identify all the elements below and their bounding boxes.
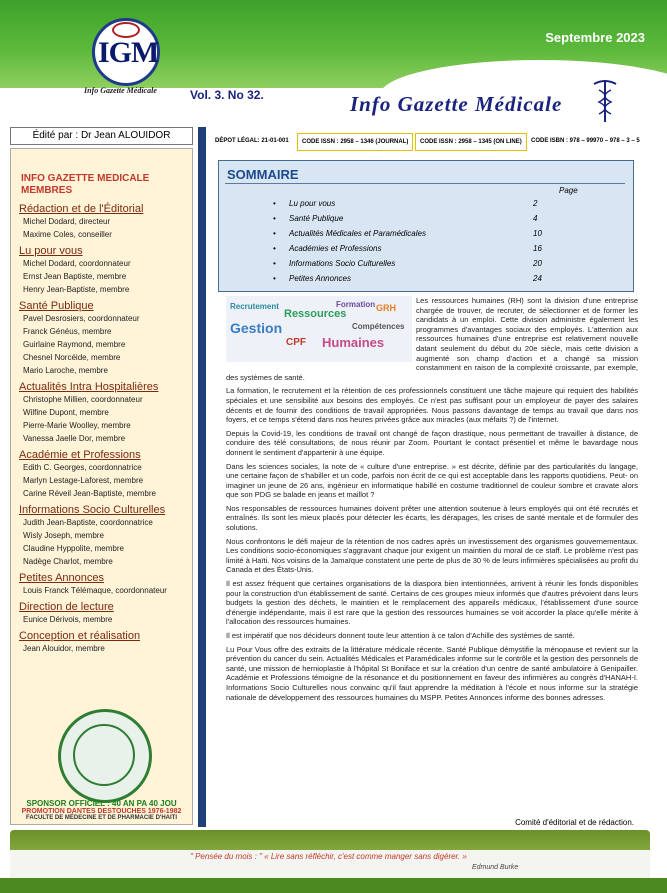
volume-number: Vol. 3. No 32. (190, 88, 264, 102)
member-entry: Judith Jean-Baptiste, coordonnatrice (23, 518, 153, 527)
sponsor-block (11, 799, 192, 821)
article-paragraph: Nous confrontons le défi majeur de la rétention de nos cadres après un investissement des organismes gouvernementaux. Les conditions socio-économiques s'aggravant chaque jour exigent un maintien du moral de ce staff. Le problème n'est pas limité à Haïti. Nos voisins de la Jamaïque constatent une perte de plus de 30 % de leurs infirmières spécialisées au profit du Canada et des États-Unis. (226, 536, 638, 575)
isbn-code: CODE ISBN : 978 – 99970 – 978 – 3 – 5 (531, 138, 640, 144)
sommaire-item (289, 244, 619, 253)
members-sidebar (10, 148, 193, 825)
sommaire-item-page: 4 (533, 214, 538, 223)
hr-word-cloud-image (226, 296, 412, 362)
sommaire-item (289, 199, 619, 208)
sommaire-item-label: Informations Socio Culturelles (289, 259, 396, 268)
member-entry: Chesnel Norcéide, membre (23, 353, 121, 362)
word-cloud-term: Formation (336, 300, 376, 309)
sommaire-title: SOMMAIRE (227, 167, 299, 182)
sommaire-item (289, 259, 619, 268)
faculty-seal-icon (58, 709, 152, 803)
member-entry: Louis Franck Télémaque, coordonnateur (23, 586, 167, 595)
sommaire-item (289, 274, 619, 283)
word-cloud-term: Gestion (230, 320, 283, 336)
word-cloud-term: CPF (286, 337, 306, 348)
sommaire-item-label: Santé Publique (289, 214, 344, 223)
seal-inner-ring (73, 724, 135, 786)
member-entry: Michel Dodard, coordonnateur (23, 259, 131, 268)
logo-text: IGM (98, 36, 159, 69)
word-cloud-term: GRH (376, 303, 396, 313)
sommaire-box (218, 160, 634, 292)
sommaire-item (289, 214, 619, 223)
member-entry: Carine Réveil Jean-Baptiste, membre (23, 489, 156, 498)
member-entry: Nadège Charlot, membre (23, 557, 113, 566)
sidebar-heading (11, 149, 192, 197)
igm-logo (84, 18, 170, 98)
publication-title: Info Gazette Médicale (350, 92, 563, 116)
article-paragraph: Depuis la Covid-19, les conditions de travail ont changé de façon drastique, nous permettant de travailler à distance, de conduire des télé consultations, de nous réunir par Zoom. Pourtant le contact présentiel et même le bavardage nous donnent le sentiment d'appartenir à une équipe. (226, 428, 638, 457)
word-cloud-term: Compétences (352, 322, 405, 331)
article-paragraph: Nos responsables de ressources humaines doivent prêter une attention soutenue à leurs employés qui ont été recrutés et entraînés. Ils sont les mieux placés pour détecter les écarts, les dérapages, les crises de santé mentale et de formuler des solutions. (226, 503, 638, 533)
article-paragraph: Dans les sciences sociales, la note de « culture d'une entreprise. » est décrite, définie par des particularités du langage, une certaine façon de s'habiller et un code, parfois non écrit de ce qui est acceptable dans les rapports quotidiens. Peut- on imaginer un jeune de 26 ans, ingénieur en informatique habillé en costume traditionnel de couleur sombre et cravate alors que son PDG se balade en jeans et maillot ? (226, 461, 638, 500)
member-entry: Franck Généus, membre (23, 327, 112, 336)
member-entry: Mario Laroche, membre (23, 366, 108, 375)
member-entry: Pavel Desrosiers, coordonnateur (23, 314, 140, 323)
thought-author: Edmund Burke (472, 864, 519, 871)
member-entry: Henry Jean-Baptiste, membre (23, 285, 130, 294)
issn-journal: CODE ISSN : 2958 – 1346 (JOURNAL) (297, 133, 413, 151)
editorial-article (226, 296, 638, 706)
member-entry: Claudine Hyppolite, membre (23, 544, 124, 553)
member-entry: Michel Dodard, directeur (23, 217, 111, 226)
article-paragraph: Les ressources humaines (RH) sont la division d'une entreprise chargée de trouver, de recruter, de sélectionner et de former les candidats à un emploi. Cette division administre également les programmes d'avantages sociaux des employés. L'attention aux ressources humaines d'une entreprise est relativement nouvelle datant seulement du début du 20e siècle, mais cette division a augmenté son champ d'action et a changé sa mission constamment en raison de la complexité croissante, par exemple, des systèmes de santé. (226, 296, 638, 382)
word-cloud-term: Humaines (322, 335, 385, 350)
article-paragraph: Il est assez fréquent que certaines organisations de la diaspora bien intentionnées, arrivent à réunir les fonds disponibles pour la construction d'un établissement de santé. Certains de ces groupes mieux informés que d'autres prévoient dans leurs budgets la gestion des déchets, le maintien et le remplacement des appareils médicaux, l'établissement d'une source d'énergie indépendante, mais il est rare que la gestion des ressources humaines se voit accorder la place qu'elle mérite à l'allocation des ressources humaines. (226, 579, 638, 627)
sponsor-line1: SPONSOR OFFICIEL : 40 AN PA 40 JOU (26, 799, 177, 808)
caduceus-icon (590, 76, 620, 122)
sponsor-line3: FACULTE DE MÉDECINE ET DE PHARMACIE D'HAITI (26, 815, 177, 821)
sidebar-section-title: Santé Publique (19, 300, 94, 312)
word-cloud-term: Recrutement (230, 302, 279, 311)
member-entry: Edith C. Georges, coordonnatrice (23, 463, 142, 472)
sommaire-item-label: Petites Annonces (289, 274, 351, 283)
sidebar-section-title: Direction de lecture (19, 601, 114, 613)
registration-codes (215, 133, 653, 149)
sidebar-section-title: Actualités Intra Hospitalières (19, 381, 159, 393)
editor-box: Édité par : Dr Jean ALOUIDOR (10, 127, 193, 145)
sommaire-item-page: 24 (533, 274, 542, 283)
article-paragraph: La formation, le recrutement et la rétention de ces professionnels constituent une tâche majeure qui requiert des habilités spéciales et une sensibilité aux besoins des employés. Ce n'est pas suffisant pour un employeur de payer des salaires décents et de fournir des conditions de travail appropriées. Nous passons davantage de temps au travail que dans nos foyers, et ce temps s'étend dans nos heures privées grâce aux miracles (aux méfaits ?) de l'internet. (226, 386, 638, 425)
member-entry: Maxime Coles, conseiller (23, 230, 112, 239)
issue-date: Septembre 2023 (545, 30, 645, 45)
sidebar-section-title: Conception et réalisation (19, 630, 141, 642)
article-paragraph: Lu Pour Vous offre des extraits de la littérature médicale récente. Santé Publique démystifie la ménopause et revient sur la prévention du cancer du sein. Actualités Médicales et Paramédicales informe sur le contrôle et la gestion des personnels de santé, une mission de hernioplastie à l'hôpital St Boniface et sur la création d'un centre de santé ambulatoire à Genipailler. Académie et Professions témoigne de la résonance et du positionnement en faveur des infirmières au congrès d'HANAH-I. Informations Socio Culturelles nous convainc qu'il faut apprendre la méditation à l'école et nous informe sur la stratégie nationale de développement des ressources humaines du MSPP. Petites Annonces informe des bonnes adresses. (226, 644, 638, 702)
sommaire-item-page: 2 (533, 199, 538, 208)
sommaire-item-label: Actualités Médicales et Paramédicales (289, 229, 426, 238)
bottom-band (0, 878, 667, 893)
sommaire-item-page: 10 (533, 229, 542, 238)
sidebar-section-title: Informations Socio Culturelles (19, 504, 166, 516)
logo-subtitle: Info Gazette Médicale (84, 86, 157, 95)
sidebar-section-title: Académie et Professions (19, 449, 141, 461)
member-entry: Wilfine Dupont, membre (23, 408, 109, 417)
sommaire-item-page: 16 (533, 244, 542, 253)
article-signature: Comité d'éditorial et de rédaction. (515, 818, 634, 827)
depot-legal: DÉPOT LÉGAL: 21-01-001 (215, 138, 289, 144)
word-cloud-term: Ressources (284, 308, 347, 320)
sommaire-item (289, 229, 619, 238)
sidebar-heading-line1: INFO GAZETTE MEDICALE (21, 173, 150, 184)
sidebar-section-title: Lu pour vous (19, 245, 83, 257)
member-entry: Guirlaine Raymond, membre (23, 340, 126, 349)
sponsor-line2: PROMOTION DANTES DESTOUCHES 1976-1982 (21, 808, 182, 815)
member-entry: Jean Alouidor, membre (23, 644, 105, 653)
member-entry: Vanessa Jaelle Dor, membre (23, 434, 126, 443)
sidebar-sections (11, 203, 192, 653)
member-entry: Eunice Dérivois, membre (23, 615, 113, 624)
member-entry: Marlyn Lestage-Laforest, membre (23, 476, 144, 485)
member-entry: Ernst Jean Baptiste, membre (23, 272, 127, 281)
sommaire-item-label: Lu pour vous (289, 199, 336, 208)
column-separator (198, 127, 206, 827)
thought-of-month (10, 850, 650, 878)
sommaire-item-label: Académies et Professions (289, 244, 382, 253)
member-entry: Wisly Joseph, membre (23, 531, 104, 540)
sidebar-section-title: Petites Annonces (19, 572, 105, 584)
thought-quote: " Pensée du mois : " « Lire sans réfléchir, c'est comme manger sans digérer. » (190, 852, 467, 861)
member-entry: Pierre-Marie Woolley, membre (23, 421, 131, 430)
sidebar-heading-line2: MEMBRES (21, 185, 73, 196)
sidebar-section-title: Rédaction et de l'Éditorial (19, 203, 144, 215)
article-paragraph: Il est impératif que nos décideurs donnent toute leur attention à ce talon d'Achille des systèmes de santé. (226, 631, 575, 640)
sommaire-divider (225, 183, 625, 184)
member-entry: Christophe Millien, coordonnateur (23, 395, 143, 404)
sommaire-item-page: 20 (533, 259, 542, 268)
issn-online: CODE ISSN : 2958 – 1345 (ON LINE) (415, 133, 527, 151)
sommaire-page-header: Page (559, 186, 578, 195)
